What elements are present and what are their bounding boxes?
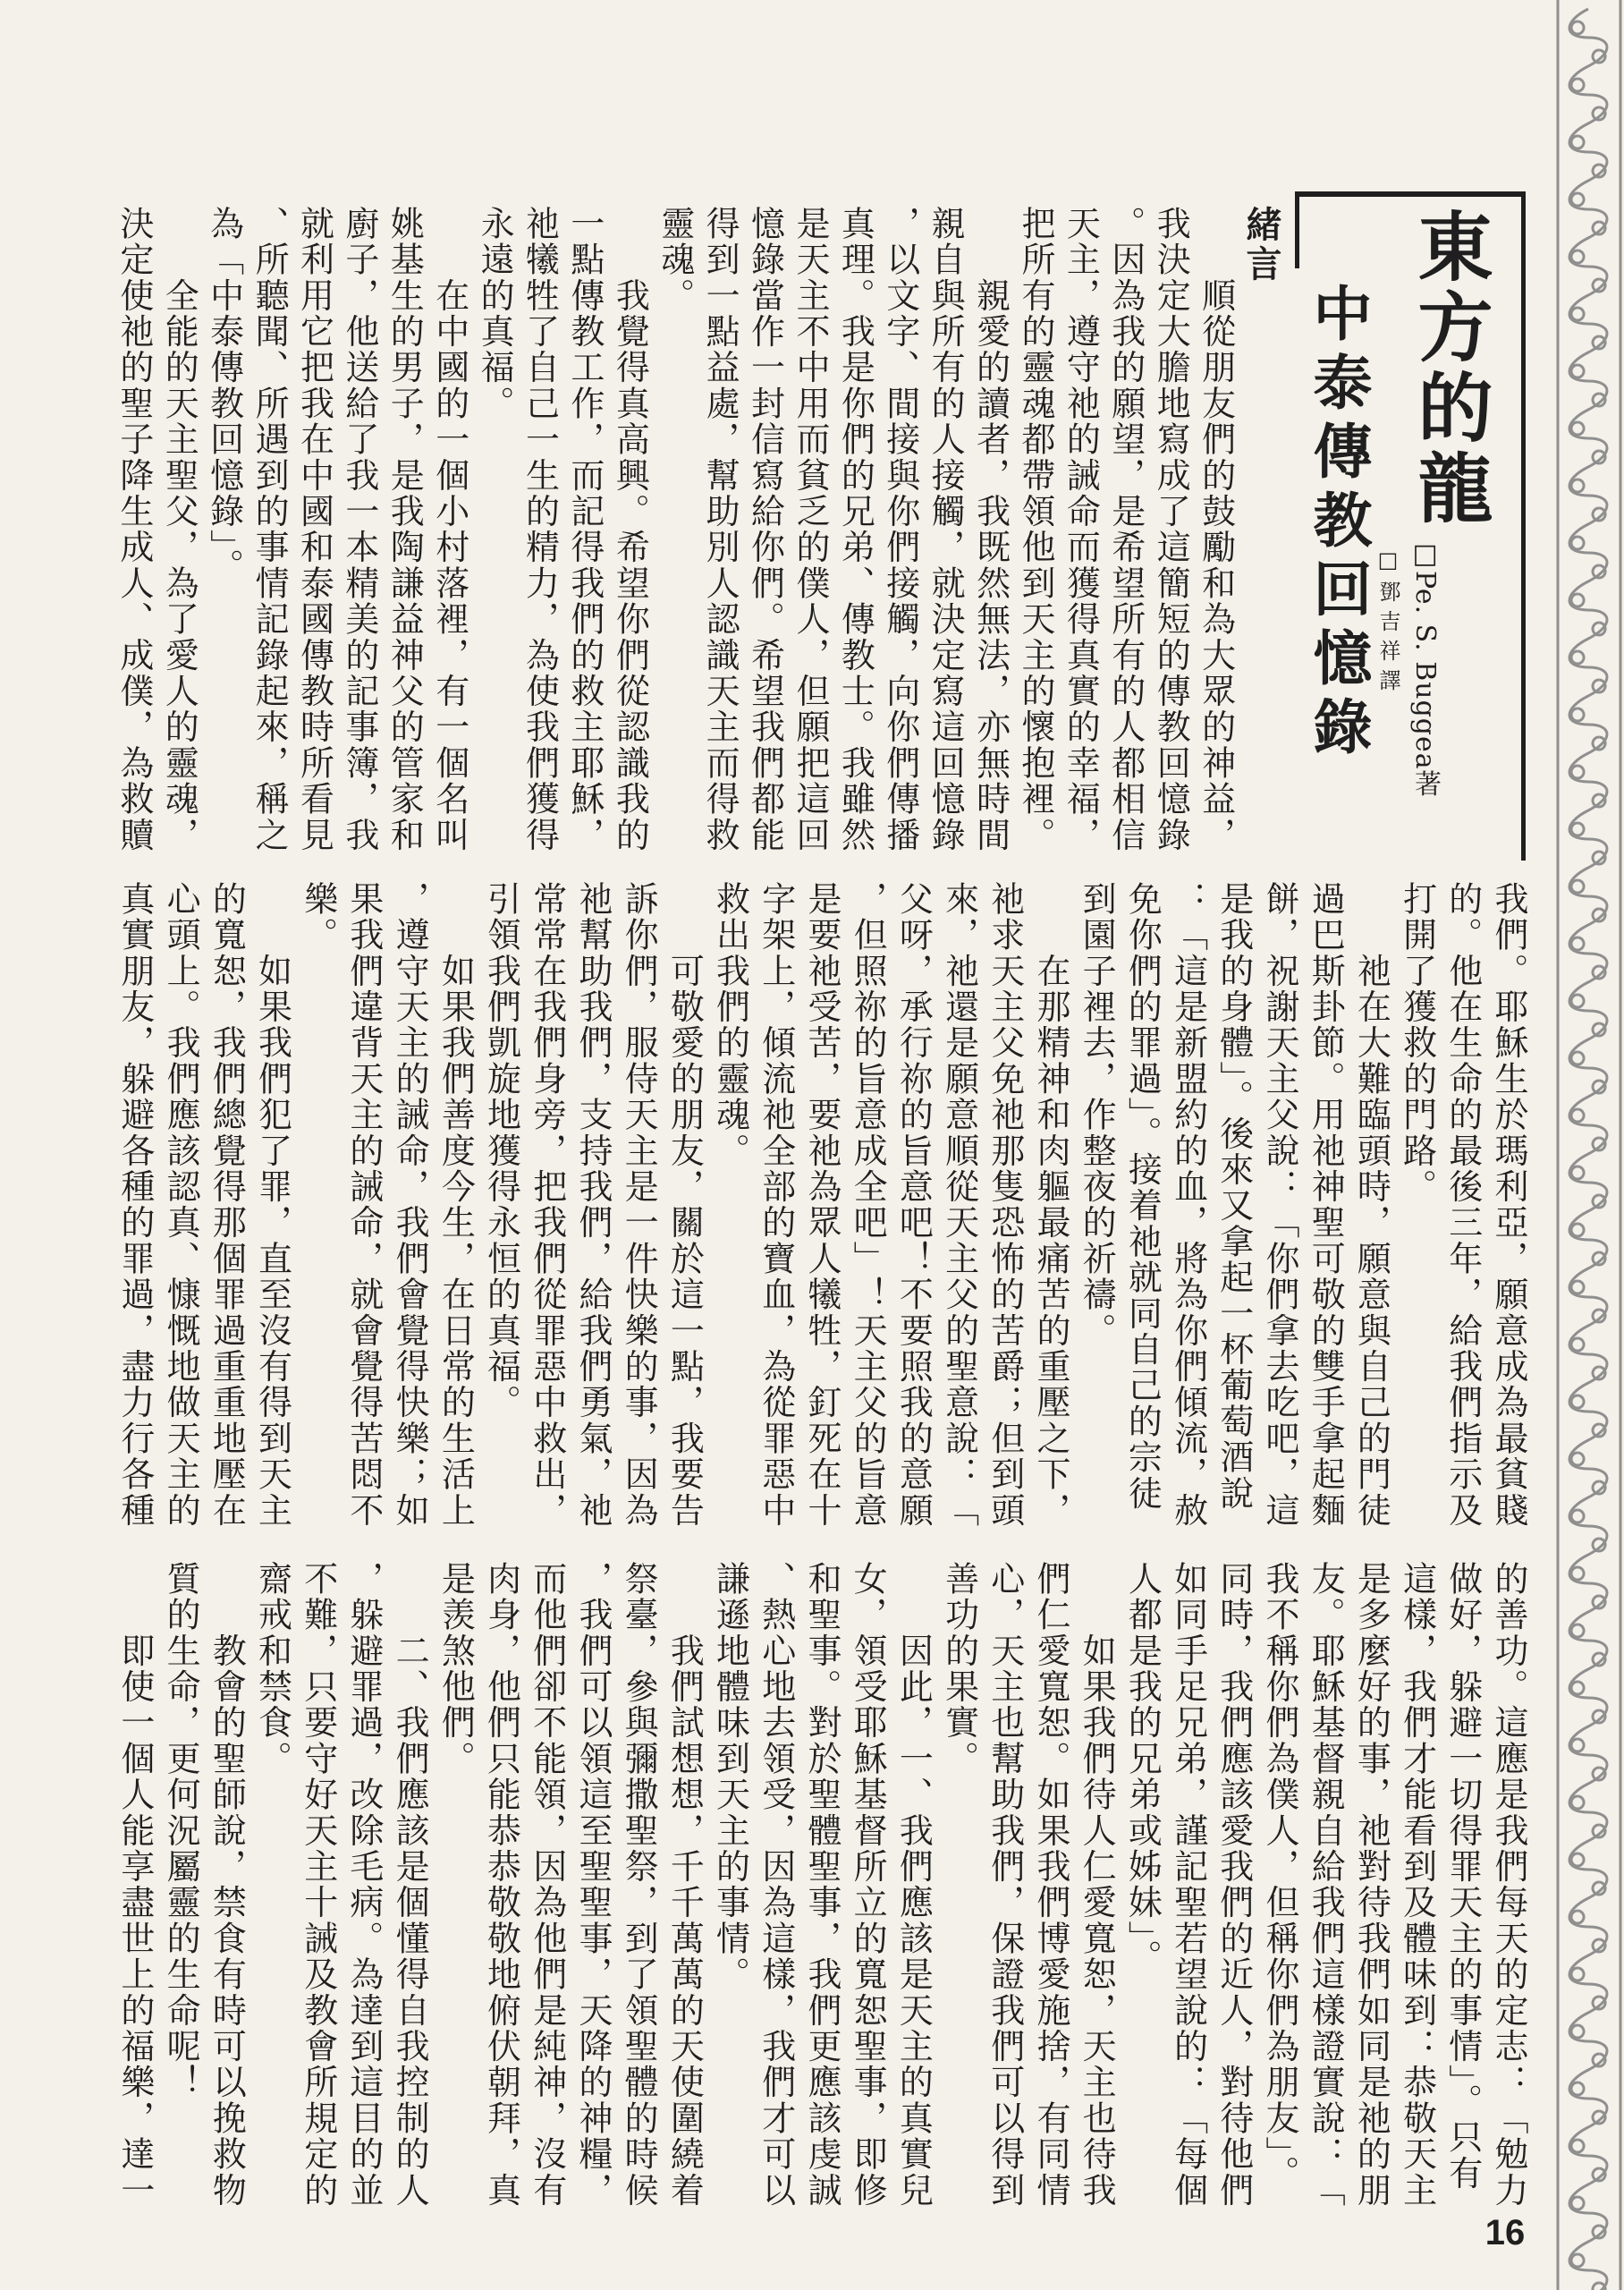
- text-column: 和聖事。對於聖體聖事，我們更應該虔誠: [801, 1561, 842, 2209]
- text-column: 因此，一、我們應該是天主的真實兒: [893, 1561, 934, 2209]
- text-column: 永遠的真福。: [475, 206, 515, 422]
- article-title: 東方的龍: [1406, 208, 1494, 530]
- text-column: 我覺得真高興。希望你們從認識我的: [610, 206, 650, 853]
- text-column: 這樣，我們才能看到及體味到：恭敬天主: [1397, 1561, 1437, 2209]
- text-column: 順從朋友們的鼓勵和為大眾的神益，: [1196, 206, 1236, 853]
- text-column: 字架上，傾流祂全部的寶血，為從罪惡中: [756, 881, 796, 1529]
- text-column: 的。他在生命的最後三年，給我們指示及: [1442, 881, 1483, 1529]
- text-column: 就利用它把我在中國和泰國傳教時所看見: [294, 206, 334, 853]
- text-column: 不難，只要守好天主十誡及教會所規定的: [298, 1561, 338, 2209]
- text-column: 免你們的罪過」。接着祂就同自己的宗徒: [1122, 881, 1163, 1512]
- text-column: 同時，我們應該愛我們的近人，對待他們: [1214, 1561, 1254, 2209]
- text-column: 全能的天主聖父，為了愛人的靈魂，: [159, 206, 199, 853]
- text-column: 親愛的讀者，我既然無法，亦無時間: [970, 206, 1011, 853]
- text-column: 祂幫助我們，支持我們，給我們勇氣，祂: [572, 881, 613, 1529]
- text-column: 天主，遵守祂的誡命而獲得真實的幸福，: [1061, 206, 1101, 853]
- text-band-top: [111, 206, 1283, 853]
- text-column: 是羡煞他們。: [436, 1561, 476, 1777]
- text-column: 祭臺，參與彌撒聖祭，到了領聖體的時候: [619, 1561, 659, 2209]
- author-credit: □Pe. S. Buggea著: [1409, 539, 1441, 798]
- translator-credit: □鄧吉祥譯: [1375, 547, 1400, 699]
- text-column: 真實朋友，躲避各種的罪過，盡力行各種: [114, 881, 155, 1529]
- text-column: 的寬恕，我們總覺得那個罪過重重地壓在: [207, 881, 247, 1529]
- text-column: 教會的聖師說，禁食有時可以挽救物: [207, 1561, 247, 2209]
- text-column: 親自與所有的人接觸，就決定寫這回憶錄: [926, 206, 966, 853]
- text-column: 們仁愛寬恕。如果我們博愛施捨，有同情: [1030, 1561, 1070, 2209]
- text-column: 祂在大難臨頭時，願意與自己的門徒: [1351, 881, 1391, 1529]
- ornament-rules: [1558, 0, 1620, 2290]
- text-column: 在中國的一個小村落裡，有一個名叫: [429, 206, 469, 853]
- text-column: ，遵守天主的誡命，我們會覺得快樂；如: [390, 881, 430, 1529]
- text-column: 樂。: [298, 881, 338, 954]
- text-column: 如果我們待人仁愛寬恕，天主也待我: [1077, 1561, 1117, 2209]
- text-column: 靈魂。: [655, 206, 695, 314]
- section-heading: 緒言: [1240, 206, 1282, 284]
- title-frame-edge: [1295, 191, 1299, 268]
- text-column: 引領我們凱旋地獲得永恒的真福。: [481, 881, 521, 1421]
- text-column: 憶錄當作一封信寫給你們。希望我們都能: [745, 206, 785, 853]
- text-column: 質的生命，更何況屬靈的生命呢！: [161, 1561, 201, 2100]
- text-column: 我們。耶穌生於瑪利亞，願意成為最貧賤: [1489, 881, 1528, 1529]
- text-column: 如果我們善度今生，在日常的生活上: [436, 881, 476, 1529]
- text-column: 做好，躲避一切得罪天主的事情」。只有: [1442, 1561, 1483, 2192]
- text-column: 而他們卻不能領，因為他們是純神，沒有: [527, 1561, 567, 2209]
- text-column: 在那精神和肉軀最痛苦的重壓之下，: [1030, 881, 1070, 1529]
- text-column: 祂求天主父免祂那隻恐怖的苦爵；但到頭: [985, 881, 1025, 1529]
- text-column: 、熱心地去領受，因為這樣，我們才可以: [756, 1561, 796, 2209]
- text-column: 是多麼好的事，祂對待我們如同是祂的朋: [1351, 1561, 1391, 2209]
- text-column: ，我們可以領這至聖聖事，天降的神糧，: [572, 1561, 613, 2209]
- text-column: 、所聽聞、所遇到的事情記錄起來，稱之: [250, 206, 290, 853]
- text-column: 真理。我是你們的兄弟、傳教士。我雖然: [835, 206, 875, 853]
- text-column: 我不稱你們為僕人，但稱你們為朋友」。: [1259, 1561, 1299, 2192]
- text-column: 二、我們應該是個懂得自我控制的人: [390, 1561, 430, 2209]
- text-column: 過巴斯卦節。用祂神聖可敬的雙手拿起麵: [1306, 881, 1346, 1529]
- text-column: 心，天主也幫助我們，保證我們可以得到: [985, 1561, 1025, 2209]
- text-column: ，躲避罪過，改除毛病。為達到這目的並: [343, 1561, 384, 2209]
- text-column: 如同手足兄弟，謹記聖若望說的：「每個: [1168, 1561, 1208, 2209]
- text-column: 。因為我的願望，是希望所有的人都相信: [1105, 206, 1146, 853]
- text-column: 友。耶穌基督親自給我們這樣證實說：「: [1306, 1561, 1346, 2209]
- text-column: 可敬愛的朋友，關於這一點，我要告: [664, 881, 705, 1529]
- text-column: 我決定大膽地寫成了這簡短的傳教回憶錄: [1151, 206, 1191, 853]
- text-band-bottom: [111, 1561, 1531, 2209]
- text-column: 救出我們的靈魂。: [710, 881, 750, 1169]
- ornament-scroll: [1569, 9, 1607, 2290]
- text-column: 得到一點益處，幫助別人認識天主而得救: [700, 206, 740, 853]
- text-column: 祂犧牲了自己一生的精力，為使我們獲得: [520, 206, 560, 853]
- text-column: 到園子裡去，作整夜的祈禱。: [1077, 881, 1117, 1349]
- text-column: 是天主不中用而貧乏的僕人，但願把這回: [790, 206, 830, 853]
- text-column: 果我們違背天主的誡命，就會覺得苦悶不: [343, 881, 384, 1529]
- text-column: ：「這是新盟約的血，將為你們傾流，赦: [1168, 881, 1208, 1529]
- text-column: 餅，祝謝天主父說：「你們拿去吃吧，這: [1259, 881, 1299, 1529]
- article-subtitle: 中泰傳教回憶錄: [1303, 283, 1373, 765]
- text-column: 肉身，他們只能恭恭敬敬地俯伏朝拜，真: [481, 1561, 521, 2209]
- text-column: 齋戒和禁食。: [252, 1561, 292, 1777]
- text-column: 如果我們犯了罪，直至沒有得到天主: [252, 881, 292, 1529]
- text-column: 是我的身體」。後來又拿起一杯葡萄酒說: [1214, 881, 1254, 1512]
- text-column: 為「中泰傳教回憶錄」。: [204, 206, 244, 585]
- text-column: 我們試想想，千千萬萬的天使圍繞着: [664, 1561, 705, 2209]
- text-band-middle: [111, 881, 1531, 1529]
- page-number: 16: [1484, 2213, 1526, 2252]
- text-column: 女，領受耶穌基督所立的寬恕聖事，即修: [848, 1561, 888, 2209]
- text-column: 來，祂還是願意順從天主父的聖意說：「: [939, 881, 979, 1529]
- text-column: 廚子，他送給了我一本精美的記事簿，我: [339, 206, 379, 853]
- text-column: ，但照祢的旨意成全吧」！天主父的旨意: [848, 881, 888, 1529]
- decorative-border: [1552, 0, 1624, 2290]
- text-column: 訴你們，服侍天主是一件快樂的事，因為: [619, 881, 659, 1529]
- text-column: 決定使祂的聖子降生成人、成僕，為救贖: [114, 206, 154, 853]
- text-column: 姚基生的男子，是我陶謙益神父的管家和: [385, 206, 425, 853]
- text-column: 一點傳教工作，而記得我們的救主耶穌，: [564, 206, 605, 853]
- text-column: 常常在我們身旁，把我們從罪惡中救出，: [527, 881, 567, 1529]
- text-column: 的善功。這應是我們每天的定志：「勉力: [1489, 1561, 1528, 2209]
- text-column: 心頭上。我們應該認真、慷慨地做天主的: [161, 881, 201, 1529]
- text-column: 是要祂受苦，要祂為眾人犧牲，釘死在十: [801, 881, 842, 1529]
- text-column: 謙遜地體味到天主的事情。: [710, 1561, 750, 1993]
- text-column: 善功的果實。: [939, 1561, 979, 1777]
- text-column: 把所有的靈魂都帶領他到天主的懷抱裡。: [1015, 206, 1055, 853]
- text-column: 即使一個人能享盡世上的福樂，達一: [114, 1561, 155, 2209]
- text-column: ，以文字、間接與你們接觸，向你們傳播: [880, 206, 920, 853]
- text-column: 打開了獲救的門路。: [1397, 881, 1437, 1205]
- text-column: 人都是我的兄弟或姊妹」。: [1122, 1561, 1163, 1976]
- text-column: 父呀，承行祢的旨意吧！不要照我的意願: [893, 881, 934, 1529]
